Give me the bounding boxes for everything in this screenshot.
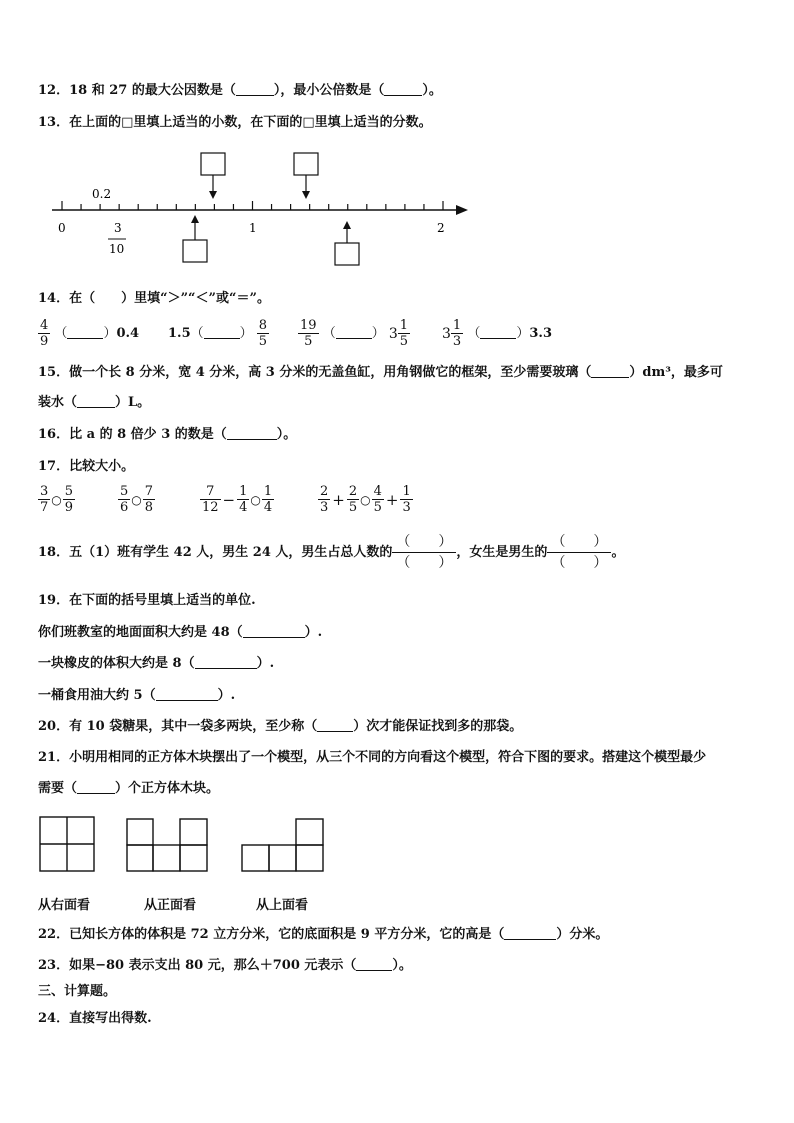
q17-item-2: $\frac{5}{6}$ ○ $\frac{7}{8}$: [120, 484, 154, 515]
question-21-cont: 需要（ ）个正方体木块。: [38, 781, 220, 796]
answer-box-top-1[interactable]: [201, 153, 225, 175]
question-12: 12．18 和 27 的最大公因数是（ ），最小公倍数是（ ）。: [38, 83, 442, 98]
label-1: 1: [249, 221, 257, 235]
question-23: 23．如果−80 表示支出 80 元，那么＋700 元表示（ ）。: [38, 958, 412, 973]
answer-blank[interactable]: [317, 719, 353, 732]
answer-blank[interactable]: [384, 83, 422, 96]
fraction-answer-box[interactable]: （ ） （ ）: [392, 532, 456, 573]
answer-blank[interactable]: [591, 365, 629, 378]
q17-item-1: $\frac{3}{7}$ ○ $\frac{5}{9}$: [40, 484, 74, 515]
question-24: 24．直接写出得数.: [38, 1011, 152, 1026]
fraction: $\frac{4}{9}$: [40, 318, 49, 349]
question-14: 14．在（ ）里填“＞”“＜”或“＝”。: [38, 291, 270, 306]
label-2: 2: [437, 221, 445, 235]
question-19-line-1: 你们班教室的地面面积大约是 48（ ）.: [38, 625, 323, 640]
compare-circle[interactable]: ○: [51, 492, 62, 507]
mixed-number: 3 $\frac{1}{3}$: [442, 318, 462, 349]
q14-item-3: $\frac{19}{5}$ （ ） 3 $\frac{1}{5}$: [300, 318, 409, 349]
q17-item-3: $\frac{7}{12}$ − $\frac{1}{4}$ ○ $\frac{1}{4}$: [202, 484, 273, 515]
question-17: 17．比较大小。: [38, 459, 135, 474]
fraction-numerator: 3: [114, 221, 122, 235]
answer-blank[interactable]: [195, 656, 257, 669]
answer-blank[interactable]: [236, 83, 274, 96]
q14-item-4: 3 $\frac{1}{3}$ （ ）3.3: [442, 318, 552, 349]
down-arrow-icon: [302, 191, 310, 199]
up-arrow-icon: [191, 215, 199, 223]
answer-blank[interactable]: [77, 395, 115, 408]
answer-blank[interactable]: [156, 688, 218, 701]
arrow-head-icon: [456, 205, 468, 215]
up-arrow-icon: [343, 221, 351, 229]
answer-box-bottom-1[interactable]: [183, 240, 207, 262]
question-15: 15．做一个长 8 分米，宽 4 分米，高 3 分米的无盖鱼缸，用角钢做它的框架，至少需要玻璃（ ）dm³，最多可: [38, 365, 723, 380]
answer-blank[interactable]: [504, 927, 556, 940]
question-19: 19．在下面的括号里填上适当的单位.: [38, 593, 256, 608]
answer-blank[interactable]: [77, 781, 115, 794]
top-view-figure: [242, 819, 323, 871]
answer-box-bottom-2[interactable]: [335, 243, 359, 265]
question-16: 16．比 a 的 8 倍少 3 的数是（ ）。: [38, 427, 297, 442]
front-view-figure: [127, 819, 207, 871]
fraction-denominator: 10: [109, 242, 125, 256]
mixed-number: 3 $\frac{1}{5}$: [388, 318, 409, 349]
answer-blank[interactable]: [356, 958, 392, 971]
q17-item-4: $\frac{2}{3}$ + $\frac{2}{5}$ ○ $\frac{4}{5}$ + $\frac{1}{3}$: [320, 484, 411, 515]
answer-blank[interactable]: [67, 326, 103, 339]
answer-blank[interactable]: [243, 625, 305, 638]
fraction: $\frac{8}{5}$: [258, 318, 268, 349]
question-19-line-2: 一块橡皮的体积大约是 8（ ）.: [38, 656, 275, 671]
compare-circle[interactable]: ○: [250, 492, 261, 507]
answer-blank[interactable]: [227, 427, 277, 440]
cube-views-diagram: [38, 814, 328, 876]
fraction: $\frac{19}{5}$: [300, 318, 317, 349]
question-18: 18．五（1）班有学生 42 人，男生 24 人，男生占总人数的 （ ） （ ），女生是男生的 （ ） （ ）。: [38, 534, 625, 571]
answer-blank[interactable]: [480, 326, 516, 339]
number-line-diagram: [40, 148, 480, 270]
question-19-line-3: 一桶食用油大约 5（ ）.: [38, 688, 236, 703]
answer-blank[interactable]: [204, 326, 240, 339]
q14-item-2: 1.5（ ） $\frac{8}{5}$: [168, 318, 268, 349]
question-20: 20．有 10 袋糖果，其中一袋多两块，至少称（ ）次才能保证找到多的那袋。: [38, 719, 523, 734]
caption-right-view: 从右面看: [38, 898, 91, 913]
compare-circle[interactable]: ○: [131, 492, 142, 507]
answer-blank[interactable]: [336, 326, 372, 339]
question-15-cont: 装水（ ）L。: [38, 395, 151, 410]
label-0-2: 0.2: [92, 187, 112, 201]
compare-circle[interactable]: ○: [360, 492, 371, 507]
down-arrow-icon: [209, 191, 217, 199]
label-0: 0: [58, 221, 66, 235]
answer-box-top-2[interactable]: [294, 153, 318, 175]
q14-item-1: $\frac{4}{9}$ （ ）0.4: [40, 318, 140, 349]
question-21: 21．小明用相同的正方体木块摆出了一个模型，从三个不同的方向看这个模型，符合下图的要求。搭建这个模型最少: [38, 750, 707, 765]
section-title: 三、计算题。: [38, 984, 117, 999]
right-view-figure: [40, 817, 94, 871]
question-22: 22．已知长方体的体积是 72 立方分米，它的底面积是 9 平方分米，它的高是（ ）分米。: [38, 927, 609, 942]
caption-top-view: 从上面看: [256, 898, 309, 913]
fraction-answer-box[interactable]: （ ） （ ）: [547, 532, 611, 573]
caption-front-view: 从正面看: [144, 898, 197, 913]
tick-marks: [62, 201, 443, 210]
question-13: 13．在上面的□里填上适当的小数，在下面的□里填上适当的分数。: [38, 115, 432, 130]
